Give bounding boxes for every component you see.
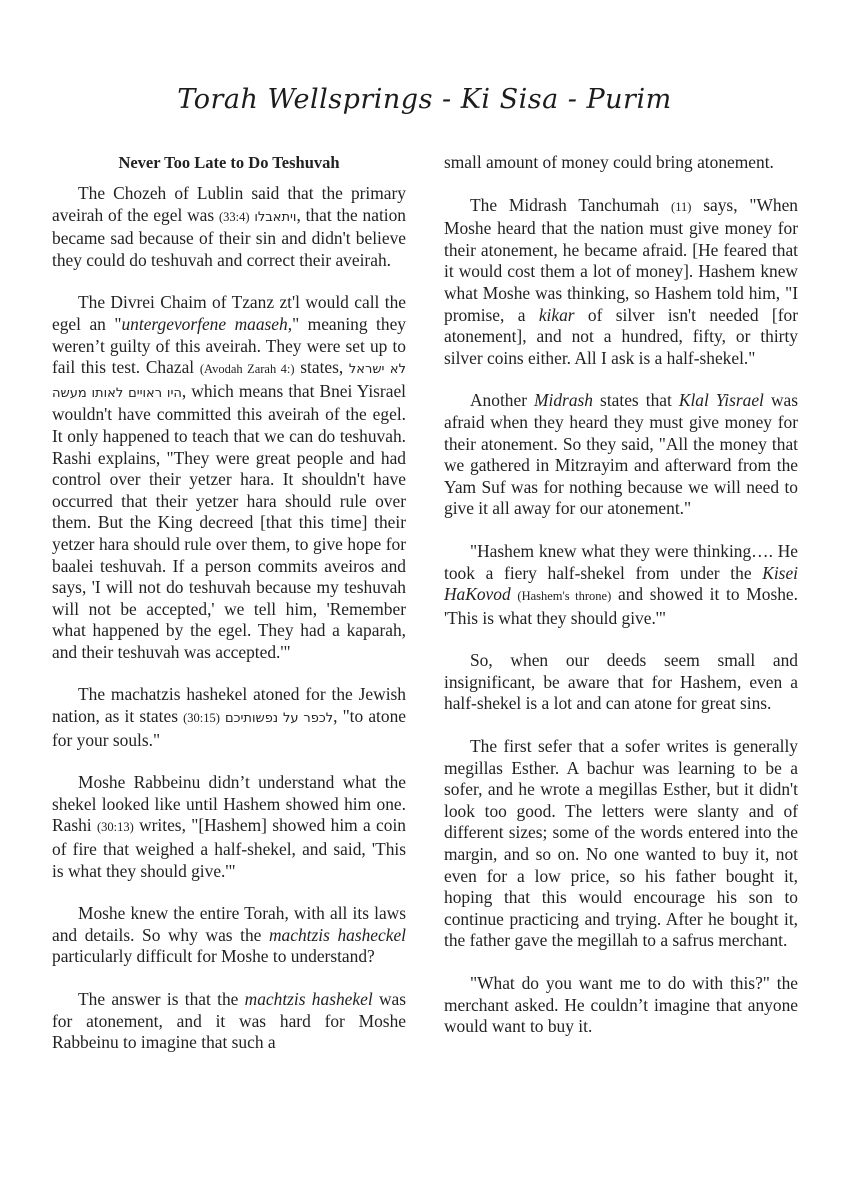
text-run: The Midrash Tanchumah [470, 194, 672, 215]
italic-term: machtzis hashekel [244, 989, 373, 1009]
text-run: "What do you want me to do with this?" the merchant asked. He couldn’t imagine that anyone would want to buy it. [444, 973, 798, 1037]
paragraph [52, 903, 406, 968]
text-run: "Hashem knew what they were thinking…. He took a fiery half-shekel from under the [444, 540, 798, 583]
paragraph [52, 772, 406, 882]
citation: (Hashem's throne) [517, 589, 612, 604]
paragraph [444, 152, 798, 174]
hebrew-quote: לא ישראל היו ראויים לאותו מעשה [52, 362, 406, 401]
text-run: The Chozeh of Lublin said that the primary aveirah of the egel was [52, 183, 406, 225]
italic-term: untergevorfene maaseh, [121, 313, 293, 334]
paragraph [52, 183, 406, 271]
citation: (30:15) [183, 711, 220, 726]
paragraph [52, 292, 406, 663]
text-run: and showed it to Moshe. 'This is what they should give.'" [444, 584, 798, 628]
text-run: , which means that Bnei Yisrael wouldn't have committed this aveirah of the egel. It only happened to teach that we can do teshuvah. Rashi explains, "They were great people and had control over their yetzer hara. It shouldn't have occurred that their yetzer hara should rule over them. But the King decreed [that this time] their yetzer hara should rule over them, to give hope for baalei teshuvah. If a person commits aveiros and says, 'I will not do teshuvah because my teshuvah will not be accepted,' we tell him, 'Remember what happened by the egel. They had a kaparah, and their teshuvah was accepted.'" [52, 380, 406, 662]
text-run: small amount of money could bring atonement. [444, 152, 774, 172]
text-run: of silver isn't needed [for atonement], and not a hundred, fifty, or thirty silver coins either. All I ask is a half-shekel." [444, 304, 799, 368]
italic-term: Kisei HaKovod [444, 562, 798, 605]
text-run: writes, "[Hashem] showed him a coin of fire that weighed a half-shekel, and said, 'This is what they should give.'" [52, 815, 406, 881]
text-run: was afraid when they heard they must give money for their atonement. So they said, "All the money that we gathered in Mitzrayim and afterward from the Yam Suf was for nothing because we will need to give it all away for our atonement." [444, 390, 798, 519]
paragraph [444, 541, 798, 629]
left-column [52, 152, 406, 1075]
text-run: Another [470, 390, 535, 411]
text-run: So, when our deeds seem small and insignificant, be aware that for Hashem, even a half-shekel is a lot and can atone for great sins. [444, 650, 798, 714]
page-title: Torah Wellsprings - Ki Sisa - Purim [177, 84, 672, 115]
text-run: The machatzis hashekel atoned for the Jewish nation, as it states [52, 684, 406, 727]
text-run: particularly difficult for Moshe to understand? [52, 946, 375, 967]
right-column [444, 152, 798, 1059]
italic-term: Midrash [534, 390, 593, 411]
section-heading: Never Too Late to Do Teshuvah [118, 153, 340, 172]
citation: (30:13) [96, 820, 134, 835]
italic-term: machtzis hasheckel [268, 924, 406, 945]
paragraph [444, 973, 798, 1038]
hebrew-quote: לכפר על נפשותיכם [225, 711, 334, 727]
text-run: , that the nation became sad because of their sin and didn't believe they could do teshuvah and correct their aveirah. [52, 204, 406, 270]
citation: (Avodah Zarah 4:) [199, 362, 295, 377]
text-run: states that [593, 390, 679, 411]
text-run: Moshe knew the entire Torah, with all its laws and details. So why was the [52, 903, 406, 945]
paragraph [444, 195, 798, 370]
paragraph [444, 736, 798, 952]
text-run: Moshe Rabbeinu didn’t understand what the shekel looked like until Hashem showed him one. Rashi [52, 772, 406, 836]
text-run: says, "When Moshe heard that the nation must give money for their atonement, he became afraid. [He feared that it would cost them a lot of money]. Hashem knew what Moshe was thinking, so Hashem told him, "I promise, a [444, 194, 798, 325]
text-run: The Divrei Chaim of Tzanz zt'l would call the egel an " [52, 292, 406, 334]
text-run: was for atonement, and it was hard for Moshe Rabbeinu to imagine that such a [52, 989, 406, 1053]
paragraph [52, 989, 406, 1054]
paragraph [52, 684, 406, 751]
citation: (33:4) [218, 209, 250, 224]
hebrew-quote: ויתאבלו [254, 209, 297, 225]
paragraph [444, 650, 798, 715]
paragraph [444, 390, 798, 520]
citation: (11) [671, 199, 692, 214]
right-paragraphs [444, 152, 798, 1038]
text-run: , "to atone for your souls." [52, 706, 406, 750]
text-run: The answer is that the [78, 989, 245, 1009]
left-paragraphs [52, 183, 406, 1054]
text-run: The first sefer that a sofer writes is generally megillas Esther. A bachur was learning to be a sofer, and he wrote a megillas Esther, but it didn't look too good. The letters were slanty and of different sizes; some of the words entered into the margin, and so on. No one wanted to buy it, not even for a low price, so his father bought it, hoping that this would encourage his son to continue practicing and trying. After he bought it, the father gave the megillah to a safrus merchant. [444, 736, 798, 951]
italic-term: Klal Yisrael [678, 390, 764, 411]
italic-term: kikar [538, 304, 575, 325]
text-run: " meaning they weren’t guilty of this aveirah. They were set up to fail this test. Chazal [52, 313, 406, 378]
text-run: states, [294, 357, 349, 378]
